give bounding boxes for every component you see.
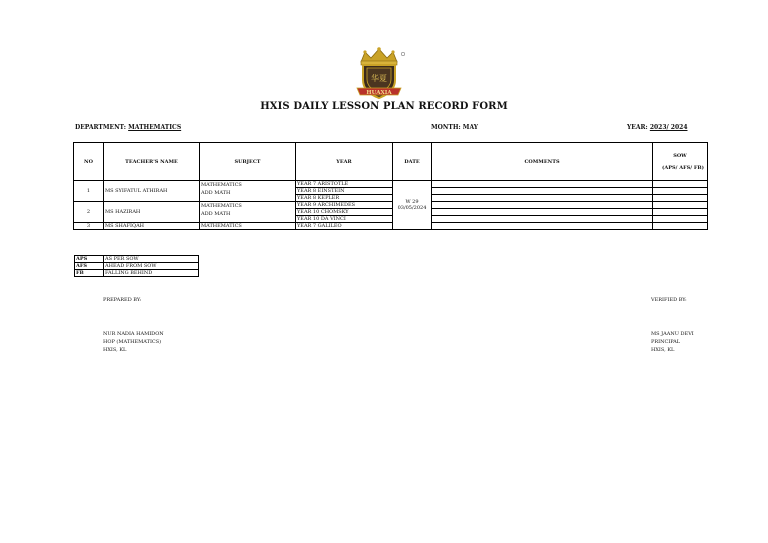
verified-by-block bbox=[651, 330, 694, 354]
row-year: YEAR 9 ARCHIMEDES bbox=[296, 202, 393, 209]
row-teacher: MS SHAFIQAH bbox=[104, 223, 200, 230]
month-label: MONTH: bbox=[431, 124, 461, 131]
row-comments[interactable] bbox=[432, 209, 653, 216]
month-value: MAY bbox=[462, 124, 479, 131]
header-comments: COMMENTS bbox=[432, 143, 653, 181]
lesson-plan-table bbox=[73, 142, 708, 230]
month-field bbox=[431, 124, 478, 131]
prepared-by-name: NUR NADIA HAMIDON bbox=[103, 331, 164, 337]
header-no: NO bbox=[74, 143, 104, 181]
table-row bbox=[74, 181, 708, 188]
page-title: HXIS DAILY LESSON PLAN RECORD FORM bbox=[260, 101, 508, 112]
table-row bbox=[74, 202, 708, 209]
row-subject bbox=[200, 181, 296, 202]
subject-item: MATHEMATICS bbox=[201, 203, 242, 209]
row-sow[interactable] bbox=[653, 223, 708, 230]
row-year: YEAR 10 DA VINCI bbox=[296, 216, 393, 223]
row-no: 2 bbox=[74, 202, 104, 223]
legend-value: AHEAD FROM SOW bbox=[104, 263, 199, 270]
row-sow[interactable] bbox=[653, 195, 708, 202]
row-year: YEAR 10 CHOMSKY bbox=[296, 209, 393, 216]
row-sow[interactable] bbox=[653, 202, 708, 209]
subject-item: ADD MATH bbox=[201, 211, 231, 217]
legend-row bbox=[75, 256, 199, 263]
row-no: 1 bbox=[74, 181, 104, 202]
subject-item: MATHEMATICS bbox=[201, 182, 242, 188]
row-no: 3 bbox=[74, 223, 104, 230]
school-crest-logo bbox=[351, 46, 407, 102]
legend-row bbox=[75, 263, 199, 270]
row-year: YEAR 7 ARISTOTLE bbox=[296, 181, 393, 188]
row-year: YEAR 7 GALILEO bbox=[296, 223, 393, 230]
row-date bbox=[393, 181, 432, 230]
row-comments[interactable] bbox=[432, 223, 653, 230]
row-sow[interactable] bbox=[653, 181, 708, 188]
header-subject: SUBJECT bbox=[200, 143, 296, 181]
row-year: YEAR 8 EINSTEIN bbox=[296, 188, 393, 195]
subject-item: ADD MATH bbox=[201, 190, 231, 196]
row-subject: MATHEMATICS bbox=[200, 223, 296, 230]
row-sow[interactable] bbox=[653, 188, 708, 195]
department-field bbox=[75, 124, 181, 131]
verified-by-org: HXIS, KL bbox=[651, 347, 675, 353]
verified-by-label: VERIFIED BY: bbox=[651, 297, 687, 303]
header-sow-sub: (APS/ AFS/ FB) bbox=[662, 164, 704, 171]
table-header-row bbox=[74, 143, 708, 181]
date-value: 03/05/2024 bbox=[397, 205, 427, 211]
department-value: MATHEMATICS bbox=[128, 124, 182, 131]
header-year: YEAR bbox=[296, 143, 393, 181]
legend-row bbox=[75, 270, 199, 277]
legend-key: AFS bbox=[75, 263, 104, 270]
header-sow bbox=[653, 143, 708, 181]
row-comments[interactable] bbox=[432, 202, 653, 209]
verified-by-role: PRINCIPAL bbox=[651, 339, 681, 345]
legend-key: FB bbox=[75, 270, 104, 277]
row-teacher: MS SYIFATUL ATHIRAH bbox=[104, 181, 200, 202]
svg-text:华夏: 华夏 bbox=[371, 74, 387, 83]
prepared-by-org: HXIS, KL bbox=[103, 347, 127, 353]
row-comments[interactable] bbox=[432, 181, 653, 188]
header-teacher: TEACHER'S NAME bbox=[104, 143, 200, 181]
header-sow-label: SOW bbox=[673, 152, 687, 159]
department-label: DEPARTMENT: bbox=[75, 124, 127, 131]
row-sow[interactable] bbox=[653, 216, 708, 223]
prepared-by-block bbox=[103, 330, 164, 354]
svg-text:HUAXIA: HUAXIA bbox=[366, 89, 392, 96]
table-row bbox=[74, 223, 708, 230]
row-comments[interactable] bbox=[432, 216, 653, 223]
row-year: YEAR 8 KEPLER bbox=[296, 195, 393, 202]
row-sow[interactable] bbox=[653, 209, 708, 216]
prepared-by-role: HOP (MATHEMATICS) bbox=[103, 339, 162, 345]
year-value: 2023/ 2024 bbox=[649, 124, 688, 131]
year-field bbox=[627, 124, 688, 131]
row-comments[interactable] bbox=[432, 195, 653, 202]
prepared-by-label: PREPARED BY: bbox=[103, 297, 142, 303]
verified-by-name: MS JAANU DEVI bbox=[651, 331, 694, 337]
header-date: DATE bbox=[393, 143, 432, 181]
year-label: YEAR: bbox=[627, 124, 648, 131]
legend-key: APS bbox=[75, 256, 104, 263]
row-comments[interactable] bbox=[432, 188, 653, 195]
legend-value: FALLING BEHIND bbox=[104, 270, 199, 277]
date-week: W 29 bbox=[405, 199, 419, 205]
row-subject bbox=[200, 202, 296, 223]
legend-value: AS PER SOW bbox=[104, 256, 199, 263]
sow-legend-table bbox=[74, 255, 199, 277]
row-teacher: MS HAZIRAH bbox=[104, 202, 200, 223]
